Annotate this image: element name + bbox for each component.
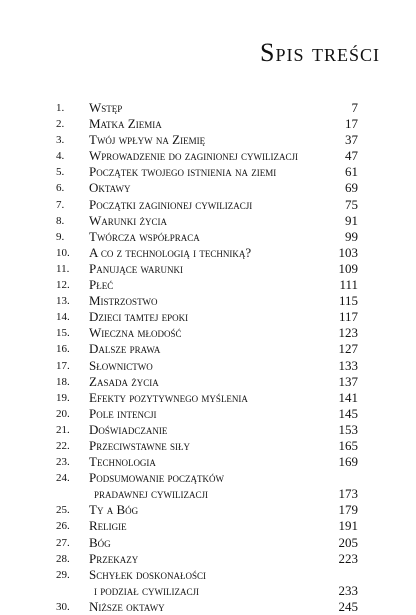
toc-entry [56, 470, 358, 486]
toc-entry-title: Wstęp [89, 100, 123, 115]
toc-entry-page: 91 [345, 212, 358, 228]
toc-entry-title: Twój wpływ na Ziemię [89, 132, 206, 148]
toc-entry-page: 115 [338, 293, 358, 309]
toc-entry-title: Płeć [89, 277, 114, 293]
toc-entry-number: 27. [56, 536, 70, 549]
toc-entry-number: 3. [56, 134, 65, 147]
toc-entry-page: 111 [339, 277, 358, 293]
toc-entry-page: 133 [338, 357, 358, 373]
toc-entry-number: 28. [56, 552, 70, 565]
toc-entry-number: 19. [56, 391, 70, 404]
toc-entry-title: Pole intencji [89, 405, 157, 421]
toc-entry-title: Warunki życia [89, 212, 168, 228]
page-title: Spis treści [260, 38, 380, 67]
toc-entry-title: Dzieci tamtej epoki [89, 309, 189, 325]
toc-entry [56, 341, 358, 357]
toc-entry-title: Dalsze prawa [89, 341, 161, 357]
toc-entry-title: Początki zaginionej cywilizacji [89, 196, 253, 212]
toc-entry-title: i podział cywilizacji [94, 582, 199, 598]
toc-entry-page: 173 [338, 486, 358, 502]
toc-entry [56, 374, 358, 390]
toc-entry-title: Efekty pozytywnego myślenia [89, 389, 248, 405]
toc-entry-page: 17 [345, 116, 358, 132]
toc-entry [56, 277, 358, 293]
toc-entry [56, 261, 358, 277]
toc-entry-number: 8. [56, 214, 65, 227]
toc-entry-number: 29. [56, 568, 70, 581]
toc-entry-number: 1. [56, 102, 65, 114]
toc-entry-title: Słownictwo [89, 357, 153, 373]
toc-entry-number: 18. [56, 375, 70, 388]
toc-entry-number: 4. [56, 150, 65, 163]
toc-entry-page: 109 [338, 260, 358, 276]
toc-entry-number: 23. [56, 456, 70, 469]
toc-entry-page: 169 [338, 454, 358, 470]
toc-entry [56, 132, 358, 148]
toc-entry-title: Przeciwstawne siły [89, 437, 191, 453]
toc-entry-title: Religie [89, 518, 127, 534]
toc-entry-number: 16. [56, 343, 70, 356]
toc-entry-number: 12. [56, 279, 70, 292]
toc-entry [56, 293, 358, 309]
toc-entry-title: Zasada życia [89, 373, 159, 389]
toc-entry [56, 422, 358, 438]
toc-entry-page: 191 [338, 518, 358, 534]
toc-entry-number: 13. [56, 295, 70, 308]
toc-entry-number: 20. [56, 407, 70, 420]
toc-entry-page: 75 [345, 196, 358, 212]
toc-entry-page: 165 [338, 437, 358, 453]
toc-entry-page: 123 [338, 325, 358, 341]
toc-entry-page: 223 [338, 550, 358, 566]
toc-entry [56, 390, 358, 406]
toc-entry-page: 141 [338, 389, 358, 405]
toc-entry [56, 164, 358, 180]
toc-entry-page: 137 [338, 373, 358, 389]
toc-entry-page: 127 [338, 341, 358, 357]
toc-entry-page: 117 [338, 309, 358, 325]
toc-entry-number: 14. [56, 311, 70, 324]
toc-entry [56, 535, 358, 551]
toc-entry [56, 180, 358, 196]
toc-entry-title: Twórcza współpraca [89, 228, 200, 244]
toc-entry-title: Wieczna młodość [89, 325, 182, 341]
toc-entry-title: Początek twojego istnienia na ziemi [89, 164, 277, 180]
toc-entry [56, 309, 358, 325]
toc-entry-number: 25. [56, 504, 70, 517]
toc-entry [56, 245, 358, 261]
toc-entry [56, 583, 358, 599]
toc-entry-title: Oktawy [89, 180, 131, 196]
toc-entry-title: Wprowadzenie do zaginionej cywilizacji [89, 148, 298, 164]
toc-entry-number: 2. [56, 118, 65, 131]
toc-entry [56, 438, 358, 454]
table-of-contents [56, 100, 358, 615]
toc-entry-title: Podsumowanie początków [89, 470, 224, 486]
toc-entry [56, 551, 358, 567]
toc-entry-page: 245 [338, 598, 358, 614]
toc-entry [56, 358, 358, 374]
toc-entry [56, 116, 358, 132]
toc-entry-number: 7. [56, 198, 65, 211]
toc-entry-title: Przekazy [89, 550, 139, 566]
toc-entry-number: 6. [56, 182, 65, 195]
toc-entry [56, 229, 358, 245]
toc-entry-number: 11. [56, 262, 70, 275]
toc-entry [56, 197, 358, 213]
toc-entry-page: 145 [338, 405, 358, 421]
toc-entry-number: 17. [56, 359, 70, 372]
toc-entry-title: Mistrzostwo [89, 293, 158, 309]
toc-entry-page: 103 [338, 244, 358, 260]
toc-entry-page: 179 [338, 502, 358, 518]
toc-entry-number: 10. [56, 246, 70, 259]
toc-entry [56, 454, 358, 470]
toc-entry-number: 21. [56, 423, 70, 436]
toc-entry-number: 15. [56, 327, 70, 340]
toc-entry [56, 213, 358, 229]
toc-entry [56, 325, 358, 341]
toc-entry-number: 9. [56, 230, 65, 243]
toc-entry [56, 518, 358, 534]
toc-entry-title: Schyłek doskonałości [89, 566, 206, 582]
toc-entry [56, 599, 358, 615]
toc-entry-number: 30. [56, 600, 70, 613]
toc-entry-number: 26. [56, 520, 70, 533]
toc-entry-number: 24. [56, 472, 70, 485]
toc-entry-page: 233 [338, 582, 358, 598]
toc-entry [56, 502, 358, 518]
toc-entry [56, 100, 358, 116]
toc-entry-page: 99 [345, 228, 358, 244]
toc-entry [56, 486, 358, 502]
toc-entry-page: 153 [338, 421, 358, 437]
toc-entry [56, 567, 358, 583]
toc-entry-number: 5. [56, 166, 65, 179]
toc-entry-page: 47 [345, 148, 358, 164]
toc-entry [56, 406, 358, 422]
toc-entry-title: Niższe oktawy [89, 598, 165, 614]
toc-entry-page: 69 [345, 180, 358, 196]
toc-entry-title: Panujące warunki [89, 260, 183, 276]
toc-entry-title: Technologia [89, 454, 156, 470]
toc-entry-title: Matka Ziemia [89, 116, 162, 132]
toc-entry-title: A co z technologią i techniką? [89, 244, 252, 260]
toc-entry-page: 37 [345, 132, 358, 148]
toc-entry-number: 22. [56, 439, 70, 452]
toc-entry-title: Bóg [89, 534, 111, 550]
toc-entry-page: 205 [338, 534, 358, 550]
toc-entry-title: Ty a Bóg [89, 502, 139, 518]
toc-entry-page: 7 [351, 100, 358, 115]
toc-entry-page: 61 [345, 164, 358, 180]
toc-entry-title: pradawnej cywilizacji [94, 486, 209, 502]
toc-entry [56, 148, 358, 164]
toc-entry-title: Doświadczanie [89, 421, 168, 437]
